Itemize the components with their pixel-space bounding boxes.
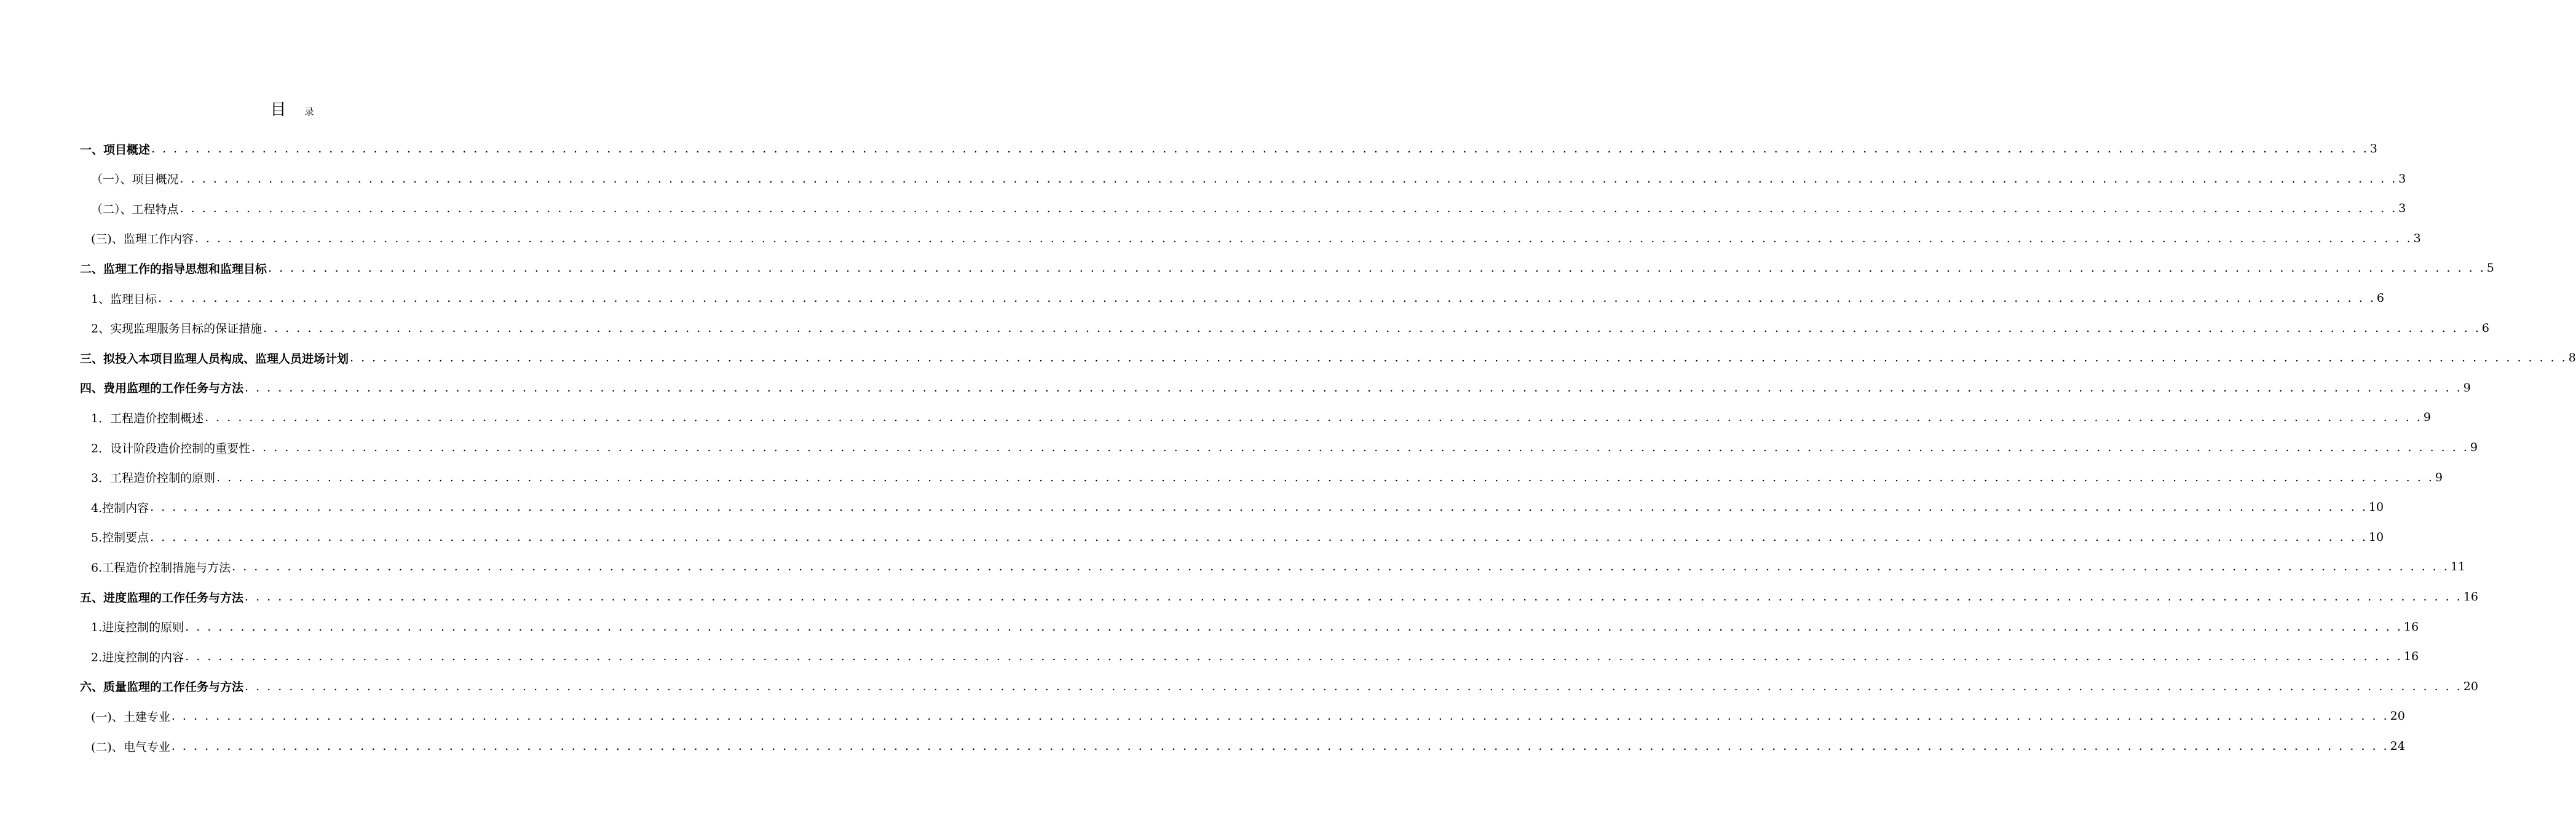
toc-entry-page-number: 3 <box>2369 142 2377 155</box>
toc-entry-page-number: 3 <box>2398 171 2406 186</box>
toc-entry-label: 4.控制内容 <box>91 501 149 515</box>
toc-entry-page-number: 9 <box>2423 411 2431 425</box>
toc-entry-label: 2、实现监理服务目标的保证措施 <box>91 322 263 336</box>
toc-entry[interactable] <box>91 552 2466 581</box>
toc-entry[interactable] <box>91 224 2421 253</box>
toc-dot-leader: . . . . . . . . . . . . . . . . . . . . . . . . . . . . . . . . . . . . . . . . . . . . . . . . . . . . . . . . . . . . . . . . . . . . . . . . . . . . . . . . . . . . . . . . . . . . . . . . . . . . . . . . . . . . . . . . . . . . . . . . . . . . . . . . . . . . . . . . . . . . . . . . . . . . . . . . . . . . . . . . . . . . . . . . . . . . . . . . . . . . . . . . . . . . . . . . . . . . . . . . <box>158 291 2376 305</box>
toc-entry-page-number: 6 <box>2481 321 2489 335</box>
toc-entry-label: （一）、项目概况 <box>91 173 179 187</box>
toc-entry[interactable] <box>80 134 2377 163</box>
toc-dot-leader: . . . . . . . . . . . . . . . . . . . . . . . . . . . . . . . . . . . . . . . . . . . . . . . . . . . . . . . . . . . . . . . . . . . . . . . . . . . . . . . . . . . . . . . . . . . . . . . . . . . . . . . . . . . . . . . . . . . . . . . . . . . . . . . . . . . . . . . . . . . . . . . . . . . . . . . . . . . . . . . . . . . . . . . . . . . . . . . . . . . . . . . . . . . . . . . . . . . . . . . . <box>251 441 2469 454</box>
toc-entry-label: (二)、电气专业 <box>91 740 170 754</box>
toc-dot-leader: . . . . . . . . . . . . . . . . . . . . . . . . . . . . . . . . . . . . . . . . . . . . . . . . . . . . . . . . . . . . . . . . . . . . . . . . . . . . . . . . . . . . . . . . . . . . . . . . . . . . . . . . . . . . . . . . . . . . . . . . . . . . . . . . . . . . . . . . . . . . . . . . . . . . . . . . . . . . . . . . . . . . . . . . . . . . . . . . . . . . . . . . . . . . . . . . . . . . . . . . <box>150 500 2368 514</box>
toc-dot-leader: . . . . . . . . . . . . . . . . . . . . . . . . . . . . . . . . . . . . . . . . . . . . . . . . . . . . . . . . . . . . . . . . . . . . . . . . . . . . . . . . . . . . . . . . . . . . . . . . . . . . . . . . . . . . . . . . . . . . . . . . . . . . . . . . . . . . . . . . . . . . . . . . . . . . . . . . . . . . . . . . . . . . . . . . . . . . . . . . . . . . . . . . . . . . . . . . . . . . . . . . <box>151 142 2369 155</box>
toc-entry[interactable] <box>80 253 2494 283</box>
toc-entry[interactable] <box>80 672 2478 701</box>
toc-entry-label: 1.进度控制的原则 <box>91 621 184 635</box>
toc-entry-page-number: 9 <box>2463 380 2471 395</box>
toc-title-main: 目 <box>270 101 286 119</box>
toc-entry[interactable] <box>91 492 2384 522</box>
toc-dot-leader: . . . . . . . . . . . . . . . . . . . . . . . . . . . . . . . . . . . . . . . . . . . . . . . . . . . . . . . . . . . . . . . . . . . . . . . . . . . . . . . . . . . . . . . . . . . . . . . . . . . . . . . . . . . . . . . . . . . . . . . . . . . . . . . . . . . . . . . . . . . . . . . . . . . . . . . . . . . . . . . . . . . . . . . . . . . . . . . . . . . . . . . . . . . . . . . . . . . . . . . . <box>171 739 2389 753</box>
toc-entry[interactable] <box>91 612 2419 642</box>
toc-dot-leader: . . . . . . . . . . . . . . . . . . . . . . . . . . . . . . . . . . . . . . . . . . . . . . . . . . . . . . . . . . . . . . . . . . . . . . . . . . . . . . . . . . . . . . . . . . . . . . . . . . . . . . . . . . . . . . . . . . . . . . . . . . . . . . . . . . . . . . . . . . . . . . . . . . . . . . . . . . . . . . . . . . . . . . . . . . . . . . . . . . . . . . . . . . . . . . . . . . . . . . . . <box>180 171 2398 186</box>
toc-entry-label: 三、拟投入本项目监理人员构成、监理人员进场计划 <box>80 352 349 366</box>
toc-entry-page-number: 3 <box>2398 202 2406 216</box>
toc-entry[interactable] <box>80 343 2576 372</box>
toc-entry[interactable] <box>91 194 2406 223</box>
toc-dot-leader: . . . . . . . . . . . . . . . . . . . . . . . . . . . . . . . . . . . . . . . . . . . . . . . . . . . . . . . . . . . . . . . . . . . . . . . . . . . . . . . . . . . . . . . . . . . . . . . . . . . . . . . . . . . . . . . . . . . . . . . . . . . . . . . . . . . . . . . . . . . . . . . . . . . . . . . . . . . . . . . . . . . . . . . . . . . . . . . . . . . . . . . . . . . . . . . . . . . . . . . . <box>185 650 2403 664</box>
toc-entry-page-number: 16 <box>2403 650 2419 664</box>
toc-dot-leader: . . . . . . . . . . . . . . . . . . . . . . . . . . . . . . . . . . . . . . . . . . . . . . . . . . . . . . . . . . . . . . . . . . . . . . . . . . . . . . . . . . . . . . . . . . . . . . . . . . . . . . . . . . . . . . . . . . . . . . . . . . . . . . . . . . . . . . . . . . . . . . . . . . . . . . . . . . . . . . . . . . . . . . . . . . . . . . . . . . . . . . . . . . . . . . . . . . . . . . . . <box>245 590 2462 604</box>
toc-entry-label: 5.控制要点 <box>91 531 149 545</box>
toc-dot-leader: . . . . . . . . . . . . . . . . . . . . . . . . . . . . . . . . . . . . . . . . . . . . . . . . . . . . . . . . . . . . . . . . . . . . . . . . . . . . . . . . . . . . . . . . . . . . . . . . . . . . . . . . . . . . . . . . . . . . . . . . . . . . . . . . . . . . . . . . . . . . . . . . . . . . . . . . . . . . . . . . . . . . . . . . . . . . . . . . . . . . . . . . . . . . . . . . . . . . . . . . <box>185 620 2403 634</box>
toc-entry-page-number: 5 <box>2486 261 2494 275</box>
toc-dot-leader: . . . . . . . . . . . . . . . . . . . . . . . . . . . . . . . . . . . . . . . . . . . . . . . . . . . . . . . . . . . . . . . . . . . . . . . . . . . . . . . . . . . . . . . . . . . . . . . . . . . . . . . . . . . . . . . . . . . . . . . . . . . . . . . . . . . . . . . . . . . . . . . . . . . . . . . . . . . . . . . . . . . . . . . . . . . . . . . . . . . . . . . . . . . . . . . . . . . . . . . . <box>245 679 2462 693</box>
toc-entry-label: 6.工程造价控制措施与方法 <box>91 560 231 575</box>
toc-entry[interactable] <box>91 522 2384 552</box>
toc-entry[interactable] <box>91 313 2489 343</box>
toc-entry[interactable] <box>91 642 2419 671</box>
toc-entry-page-number: 9 <box>2470 441 2478 454</box>
toc-entry-label: （二）、工程特点 <box>91 202 179 216</box>
toc-entry-label: (三)、监理工作内容 <box>91 232 194 246</box>
toc-entry[interactable] <box>91 164 2406 194</box>
toc-title <box>0 97 584 120</box>
toc-entry-label: 2.进度控制的内容 <box>91 650 184 664</box>
toc-entry[interactable] <box>80 373 2471 403</box>
toc-entry-page-number: 8 <box>2568 351 2576 365</box>
toc-entry-label: 3．工程造价控制的原则 <box>91 471 216 486</box>
toc-dot-leader: . . . . . . . . . . . . . . . . . . . . . . . . . . . . . . . . . . . . . . . . . . . . . . . . . . . . . . . . . . . . . . . . . . . . . . . . . . . . . . . . . . . . . . . . . . . . . . . . . . . . . . . . . . . . . . . . . . . . . . . . . . . . . . . . . . . . . . . . . . . . . . . . . . . . . . . . . . . . . . . . . . . . . . . . . . . . . . . . . . . . . . . . . . . . . . . . . . . . . . . . <box>205 411 2422 425</box>
toc-entry-page-number: 6 <box>2376 291 2384 305</box>
toc-entry[interactable] <box>80 582 2478 612</box>
toc-entry-page-number: 20 <box>2390 709 2405 723</box>
toc-entry-page-number: 9 <box>2435 470 2443 484</box>
toc-entry-label: 2．设计阶段造价控制的重要性 <box>91 441 251 455</box>
toc-dot-leader: . . . . . . . . . . . . . . . . . . . . . . . . . . . . . . . . . . . . . . . . . . . . . . . . . . . . . . . . . . . . . . . . . . . . . . . . . . . . . . . . . . . . . . . . . . . . . . . . . . . . . . . . . . . . . . . . . . . . . . . . . . . . . . . . . . . . . . . . . . . . . . . . . . . . . . . . . . . . . . . . . . . . . . . . . . . . . . . . . . . . . . . . . . . . . . . . . . . . . . . . <box>194 231 2412 245</box>
toc-dot-leader: . . . . . . . . . . . . . . . . . . . . . . . . . . . . . . . . . . . . . . . . . . . . . . . . . . . . . . . . . . . . . . . . . . . . . . . . . . . . . . . . . . . . . . . . . . . . . . . . . . . . . . . . . . . . . . . . . . . . . . . . . . . . . . . . . . . . . . . . . . . . . . . . . . . . . . . . . . . . . . . . . . . . . . . . . . . . . . . . . . . . . . . . . . . . . . . . . . . . . . . . <box>180 202 2398 216</box>
toc-title-secondary: 录 <box>304 106 314 117</box>
toc-entry-label: 一、项目概述 <box>80 143 151 157</box>
toc-entry-page-number: 20 <box>2463 679 2478 693</box>
toc-entry[interactable] <box>91 433 2478 462</box>
toc-entry-label: (一)、土建专业 <box>91 710 170 724</box>
toc-dot-leader: . . . . . . . . . . . . . . . . . . . . . . . . . . . . . . . . . . . . . . . . . . . . . . . . . . . . . . . . . . . . . . . . . . . . . . . . . . . . . . . . . . . . . . . . . . . . . . . . . . . . . . . . . . . . . . . . . . . . . . . . . . . . . . . . . . . . . . . . . . . . . . . . . . . . . . . . . . . . . . . . . . . . . . . . . . . . . . . . . . . . . . . . . . . . . . . . . . . . . . . . <box>171 709 2389 723</box>
toc-entry-label: 1．工程造价控制概述 <box>91 411 204 425</box>
toc-entry-page-number: 11 <box>2450 560 2466 574</box>
toc-entry-page-number: 24 <box>2390 739 2405 753</box>
toc-entry-page-number: 3 <box>2413 231 2421 245</box>
toc-dot-leader: . . . . . . . . . . . . . . . . . . . . . . . . . . . . . . . . . . . . . . . . . . . . . . . . . . . . . . . . . . . . . . . . . . . . . . . . . . . . . . . . . . . . . . . . . . . . . . . . . . . . . . . . . . . . . . . . . . . . . . . . . . . . . . . . . . . . . . . . . . . . . . . . . . . . . . . . . . . . . . . . . . . . . . . . . . . . . . . . . . . . . . . . . . . . . . . . . . . . . . . . <box>150 530 2368 544</box>
toc-entry-page-number: 10 <box>2368 530 2384 544</box>
toc-entry-label: 六、质量监理的工作任务与方法 <box>80 680 244 694</box>
toc-entry-page-number: 10 <box>2368 500 2384 514</box>
toc-entry[interactable] <box>91 731 2405 761</box>
toc-entry-page-number: 16 <box>2403 620 2419 634</box>
toc-dot-leader: . . . . . . . . . . . . . . . . . . . . . . . . . . . . . . . . . . . . . . . . . . . . . . . . . . . . . . . . . . . . . . . . . . . . . . . . . . . . . . . . . . . . . . . . . . . . . . . . . . . . . . . . . . . . . . . . . . . . . . . . . . . . . . . . . . . . . . . . . . . . . . . . . . . . . . . . . . . . . . . . . . . . . . . . . . . . . . . . . . . . . . . . . . . . . . . . . . . . . . . . <box>245 380 2462 395</box>
toc-entry[interactable] <box>91 463 2443 492</box>
toc-dot-leader: . . . . . . . . . . . . . . . . . . . . . . . . . . . . . . . . . . . . . . . . . . . . . . . . . . . . . . . . . . . . . . . . . . . . . . . . . . . . . . . . . . . . . . . . . . . . . . . . . . . . . . . . . . . . . . . . . . . . . . . . . . . . . . . . . . . . . . . . . . . . . . . . . . . . . . . . . . . . . . . . . . . . . . . . . . . . . . . . . . . . . . . . . . . . . . . . . . . . . . . . <box>232 560 2449 574</box>
toc-dot-leader: . . . . . . . . . . . . . . . . . . . . . . . . . . . . . . . . . . . . . . . . . . . . . . . . . . . . . . . . . . . . . . . . . . . . . . . . . . . . . . . . . . . . . . . . . . . . . . . . . . . . . . . . . . . . . . . . . . . . . . . . . . . . . . . . . . . . . . . . . . . . . . . . . . . . . . . . . . . . . . . . . . . . . . . . . . . . . . . . . . . . . . . . . . . . . . . . . . . . . . . . <box>350 351 2567 365</box>
toc-dot-leader: . . . . . . . . . . . . . . . . . . . . . . . . . . . . . . . . . . . . . . . . . . . . . . . . . . . . . . . . . . . . . . . . . . . . . . . . . . . . . . . . . . . . . . . . . . . . . . . . . . . . . . . . . . . . . . . . . . . . . . . . . . . . . . . . . . . . . . . . . . . . . . . . . . . . . . . . . . . . . . . . . . . . . . . . . . . . . . . . . . . . . . . . . . . . . . . . . . . . . . . . <box>216 470 2434 484</box>
toc-entry-label: 二、监理工作的指导思想和监理目标 <box>80 262 267 276</box>
toc-entry-label: 五、进度监理的工作任务与方法 <box>80 591 244 605</box>
toc-entry[interactable] <box>91 701 2405 731</box>
toc-entry[interactable] <box>91 283 2384 313</box>
toc-entry[interactable] <box>91 403 2431 432</box>
toc-entry-page-number: 16 <box>2463 590 2478 604</box>
toc-entry-label: 1、监理目标 <box>91 292 157 306</box>
toc-dot-leader: . . . . . . . . . . . . . . . . . . . . . . . . . . . . . . . . . . . . . . . . . . . . . . . . . . . . . . . . . . . . . . . . . . . . . . . . . . . . . . . . . . . . . . . . . . . . . . . . . . . . . . . . . . . . . . . . . . . . . . . . . . . . . . . . . . . . . . . . . . . . . . . . . . . . . . . . . . . . . . . . . . . . . . . . . . . . . . . . . . . . . . . . . . . . . . . . . . . . . . . . <box>268 261 2486 275</box>
toc-dot-leader: . . . . . . . . . . . . . . . . . . . . . . . . . . . . . . . . . . . . . . . . . . . . . . . . . . . . . . . . . . . . . . . . . . . . . . . . . . . . . . . . . . . . . . . . . . . . . . . . . . . . . . . . . . . . . . . . . . . . . . . . . . . . . . . . . . . . . . . . . . . . . . . . . . . . . . . . . . . . . . . . . . . . . . . . . . . . . . . . . . . . . . . . . . . . . . . . . . . . . . . . <box>263 321 2481 335</box>
toc-entry-label: 四、费用监理的工作任务与方法 <box>80 382 244 396</box>
